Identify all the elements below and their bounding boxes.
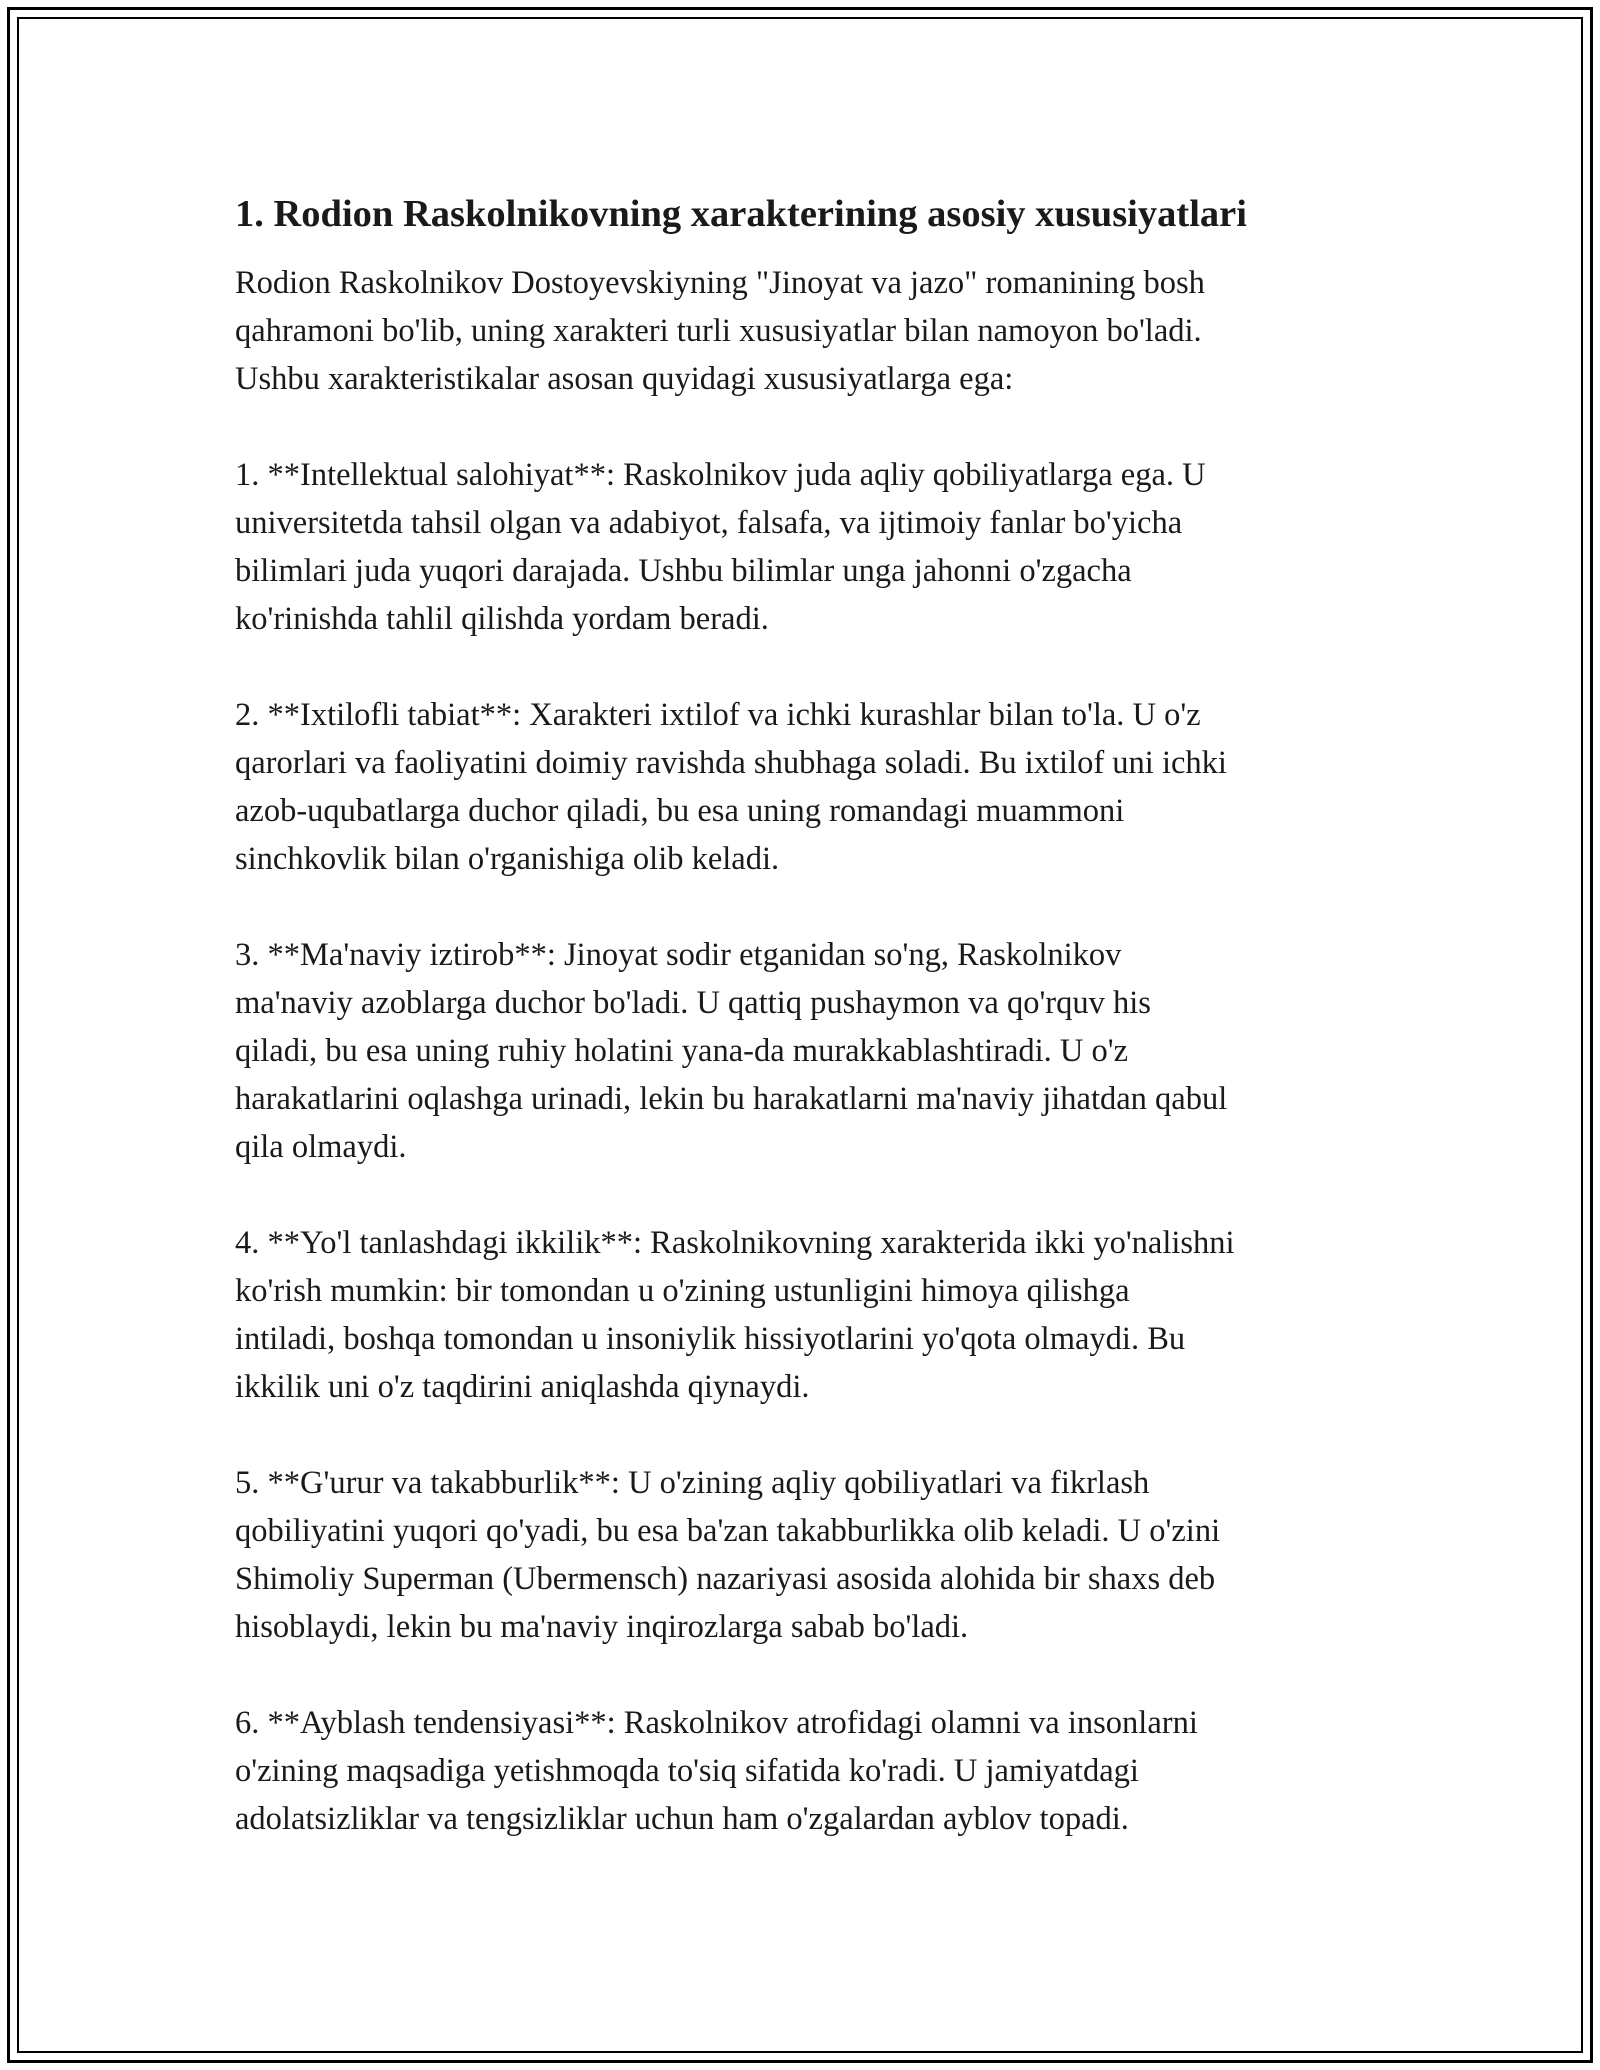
paragraph-line: qarorlari va faoliyatini doimiy ravishda shubhaga soladi. Bu ixtilof uni ichki bbox=[235, 745, 1227, 781]
trait-paragraph-2 bbox=[235, 691, 1395, 883]
paragraph-line: universitetda tahsil olgan va adabiyot, falsafa, va ijtimoiy fanlar bo'yicha bbox=[235, 505, 1183, 541]
paragraph-line: hisoblaydi, lekin bu ma'naviy inqirozlarga sabab bo'ladi. bbox=[235, 1609, 969, 1645]
paragraph-line: ikkilik uni o'z taqdirini aniqlashda qiynaydi. bbox=[235, 1369, 810, 1405]
paragraph-line: ko'rinishda tahlil qilishda yordam beradi. bbox=[235, 601, 769, 637]
paragraph-line: o'zining maqsadiga yetishmoqda to'siq sifatida ko'radi. U jamiyatdagi bbox=[235, 1753, 1139, 1789]
paragraph-line: Ushbu xarakteristikalar asosan quyidagi xususiyatlarga ega: bbox=[235, 361, 1014, 397]
paragraph-line: ko'rish mumkin: bir tomondan u o'zining ustunligini himoya qilishga bbox=[235, 1273, 1130, 1309]
paragraph-line: intiladi, boshqa tomondan u insoniylik hissiyotlarini yo'qota olmaydi. Bu bbox=[235, 1321, 1186, 1357]
trait-paragraph-6 bbox=[235, 1699, 1395, 1843]
trait-paragraph-5 bbox=[235, 1459, 1395, 1651]
paragraph-line: harakatlarini oqlashga urinadi, lekin bu harakatlarni ma'naviy jihatdan qabul bbox=[235, 1081, 1228, 1117]
paragraph-line: 5. **G'urur va takabburlik**: U o'zining aqliy qobiliyatlari va fikrlash bbox=[235, 1465, 1150, 1501]
paragraph-line: qiladi, bu esa uning ruhiy holatini yana-da murakkablashtiradi. U o'z bbox=[235, 1033, 1129, 1069]
paragraph-line: qila olmaydi. bbox=[235, 1129, 407, 1165]
trait-paragraph-4 bbox=[235, 1219, 1395, 1411]
trait-paragraph-1 bbox=[235, 451, 1395, 643]
paragraph-line: sinchkovlik bilan o'rganishiga olib keladi. bbox=[235, 841, 780, 877]
trait-paragraph-3 bbox=[235, 931, 1395, 1171]
paragraph-line: Rodion Raskolnikov Dostoyevskiyning "Jinoyat va jazo" romanining bosh bbox=[235, 265, 1205, 301]
paragraph-line: 3. **Ma'naviy iztirob**: Jinoyat sodir etganidan so'ng, Raskolnikov bbox=[235, 937, 1122, 973]
paragraph-line: adolatsizliklar va tengsizliklar uchun ham o'zgalardan ayblov topadi. bbox=[235, 1801, 1129, 1837]
paragraph-line: 2. **Ixtilofli tabiat**: Xarakteri ixtilof va ichki kurashlar bilan to'la. U o'z bbox=[235, 697, 1201, 733]
paragraph-line: Shimoliy Superman (Ubermensch) nazariyasi asosida alohida bir shaxs deb bbox=[235, 1561, 1216, 1597]
paragraph-line: ma'naviy azoblarga duchor bo'ladi. U qattiq pushaymon va qo'rquv his bbox=[235, 985, 1151, 1021]
paragraph-line: 6. **Ayblash tendensiyasi**: Raskolnikov atrofidagi olamni va insonlarni bbox=[235, 1705, 1198, 1741]
document-body bbox=[235, 188, 1395, 1891]
intro-paragraph bbox=[235, 259, 1395, 403]
paragraph-line: 4. **Yo'l tanlashdagi ikkilik**: Raskolnikovning xarakterida ikki yo'nalishni bbox=[235, 1225, 1235, 1261]
paragraph-line: qobiliyatini yuqori qo'yadi, bu esa ba'zan takabburlikka olib keladi. U o'zini bbox=[235, 1513, 1221, 1549]
paragraph-line: qahramoni bo'lib, uning xarakteri turli xususiyatlar bilan namoyon bo'ladi. bbox=[235, 313, 1202, 349]
paragraph-line: azob-uqubatlarga duchor qiladi, bu esa uning romandagi muammoni bbox=[235, 793, 1125, 829]
paragraph-line: bilimlari juda yuqori darajada. Ushbu bilimlar unga jahonni o'zgacha bbox=[235, 553, 1132, 589]
paragraph-line: 1. **Intellektual salohiyat**: Raskolnikov juda aqliy qobiliyatlarga ega. U bbox=[235, 457, 1206, 493]
document-title: 1. Rodion Raskolnikovning xarakterining asosiy xususiyatlari bbox=[235, 193, 1247, 235]
